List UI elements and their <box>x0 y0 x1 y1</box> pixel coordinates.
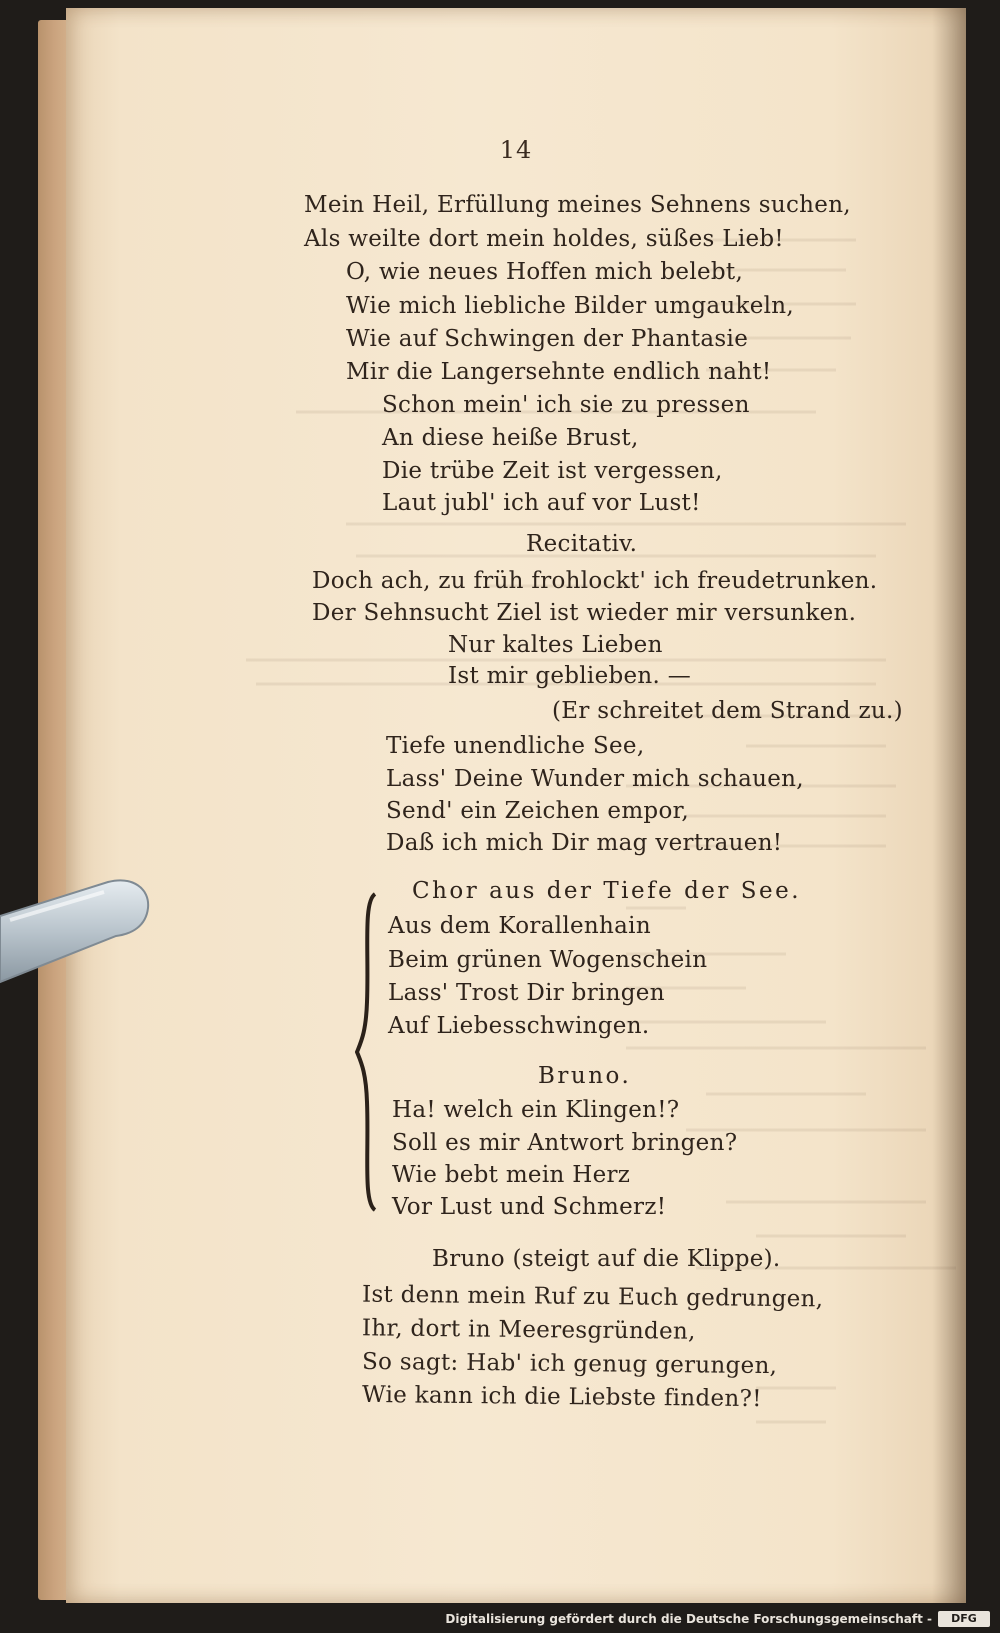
speaker-heading-bruno-stage: Bruno (steigt auf die Klippe). <box>432 1246 781 1272</box>
book-page <box>66 8 966 1603</box>
verse-line: Wie auf Schwingen der Phantasie <box>346 326 749 352</box>
verse-line: Daß ich mich Dir mag vertrauen! <box>386 830 783 856</box>
dfg-logo: DFG <box>938 1611 990 1627</box>
stage-direction: (Er schreitet dem Strand zu.) <box>552 698 903 724</box>
verse-line: Soll es mir Antwort bringen? <box>392 1130 738 1156</box>
verse-line: Schon mein' ich sie zu pressen <box>382 392 750 418</box>
footer-credit: Digitalisierung gefördert durch die Deutsche Forschungsgemeinschaft - <box>445 1612 932 1626</box>
verse-line: Ist denn mein Ruf zu Euch gedrungen, <box>361 1281 824 1313</box>
page-number: 14 <box>499 136 533 164</box>
verse-line: Vor Lust und Schmerz! <box>392 1194 667 1220</box>
verse-line: Wie bebt mein Herz <box>392 1162 631 1188</box>
verse-line: Send' ein Zeichen empor, <box>386 798 689 824</box>
verse-line: Mir die Langersehnte endlich naht! <box>346 359 772 385</box>
verse-line: Auf Liebesschwingen. <box>388 1013 650 1039</box>
verse-line: Doch ach, zu früh frohlockt' ich freudetrunken. <box>312 568 878 594</box>
verse-line: Aus dem Korallenhain <box>388 913 651 939</box>
verse-line: Beim grünen Wogenschein <box>388 947 708 973</box>
verse-line: Ihr, dort in Meeresgründen, <box>361 1315 696 1345</box>
verse-line: An diese heiße Brust, <box>382 425 639 451</box>
verse-line: Nur kaltes Lieben <box>448 632 663 658</box>
bookmark-tab-icon <box>0 878 152 986</box>
verse-line: Ha! welch ein Klingen!? <box>392 1097 680 1123</box>
verse-line: Lass' Trost Dir bringen <box>388 980 665 1006</box>
verse-line: Die trübe Zeit ist vergessen, <box>382 458 723 484</box>
verse-line: Wie mich liebliche Bilder umgaukeln, <box>346 293 795 319</box>
verse-line: Laut jubl' ich auf vor Lust! <box>382 490 701 516</box>
verse-line: So sagt: Hab' ich genug gerungen, <box>361 1348 778 1380</box>
section-heading-chorus: Chor aus der Tiefe der See. <box>412 878 802 904</box>
verse-line: Der Sehnsucht Ziel ist wieder mir versunken. <box>312 600 857 626</box>
verse-line: Mein Heil, Erfüllung meines Sehnens suchen, <box>304 192 851 218</box>
verse-line: Tiefe unendliche See, <box>386 733 645 759</box>
verse-line: Ist mir geblieben. — <box>448 663 692 689</box>
speaker-heading-bruno: Bruno. <box>538 1063 632 1089</box>
verse-line: Wie kann ich die Liebste finden?! <box>361 1381 762 1413</box>
curly-brace-ornament <box>355 892 379 1212</box>
verse-line: Als weilte dort mein holdes, süßes Lieb! <box>304 226 784 252</box>
section-heading-recitativ: Recitativ. <box>526 531 638 557</box>
verse-line: Lass' Deine Wunder mich schauen, <box>386 766 804 792</box>
verse-line: O, wie neues Hoffen mich belebt, <box>346 259 744 285</box>
